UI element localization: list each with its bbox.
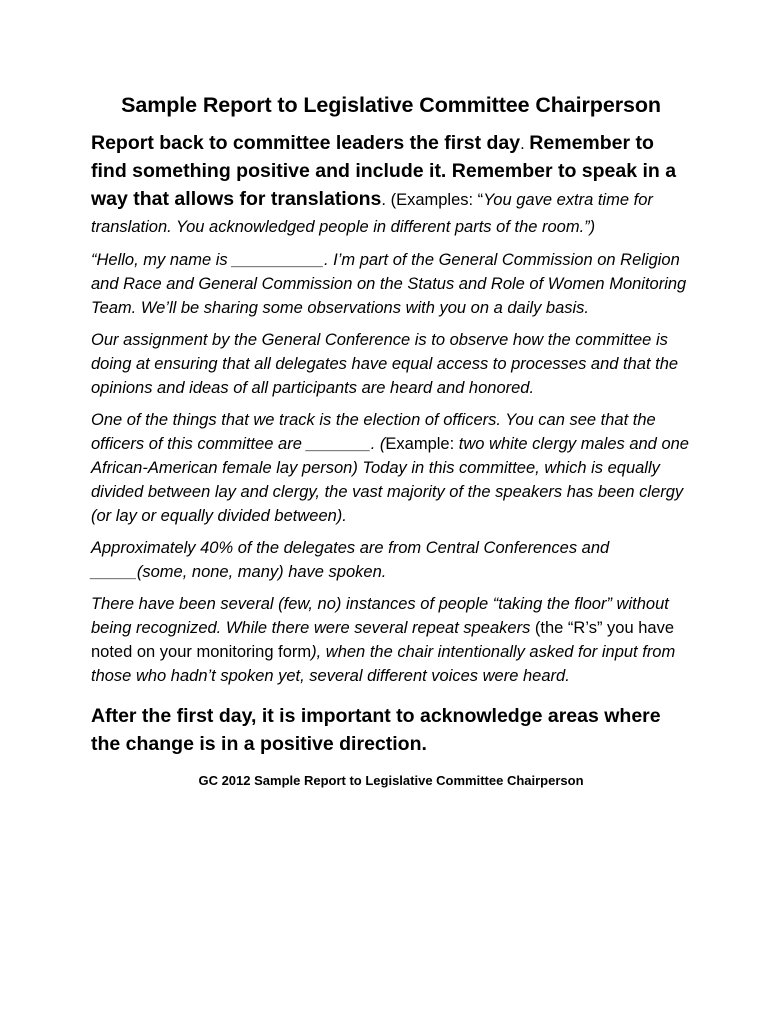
assignment-paragraph: Our assignment by the General Conference is to observe how the committee is doing at ensuring that all delegates have equal access to processes and that the opinions and ideas of all participants are heard and honored. xyxy=(91,331,679,397)
taking-floor-paragraph xyxy=(91,592,691,688)
intro-italic-1: You gave extra time for translation. You acknowledged people in different parts of the room.”) xyxy=(91,191,653,236)
closing-statement: After the first day, it is important to acknowledge areas where the change is in a positive direction. xyxy=(91,705,661,755)
document-page xyxy=(91,90,691,790)
document-footer: GC 2012 Sample Report to Legislative Committee Chairperson xyxy=(198,773,584,788)
officers-paragraph xyxy=(91,408,691,528)
taking-floor-text-b: (the “R’s” you have noted on your monitoring form xyxy=(91,619,674,661)
intro-regular-1: . (Examples: “ xyxy=(381,191,484,209)
officers-text-c: two white clergy males and one African-American female lay person) Today in this committee, which is equally divided between lay and clergy, the vast majority of the speakers has been clergy (or lay or equally divided between). xyxy=(91,435,689,525)
officers-example-label: Example: xyxy=(385,435,459,453)
intro-dot-1: . xyxy=(520,135,530,153)
officers-text-a: One of the things that we track is the election of officers. You can see that the officers of this committee are _______. ( xyxy=(91,411,656,453)
document-title: Sample Report to Legislative Committee Chairperson xyxy=(121,93,661,117)
intro-paragraph xyxy=(91,130,691,241)
taking-floor-text-c: ), when the chair intentionally asked for input from those who hadn’t spoken yet, several different voices were heard. xyxy=(91,643,676,685)
intro-bold-2: Remember to find something positive and include it. Remember to speak in a way that allows for translations xyxy=(91,132,677,210)
intro-bold-1: Report back to committee leaders the first day xyxy=(91,132,521,154)
taking-floor-text-a: There have been several (few, no) instances of people “taking the floor” without being recognized. While there were several repeat speakers xyxy=(91,595,669,637)
greeting-paragraph: “Hello, my name is __________. I’m part of the General Commission on Religion and Race and General Commission on the Status and Role of Women Monitoring Team. We’ll be sharing some observations with you on a daily basis. xyxy=(91,251,687,317)
central-conferences-paragraph: Approximately 40% of the delegates are from Central Conferences and _____(some, none, many) have spoken. xyxy=(91,539,610,581)
